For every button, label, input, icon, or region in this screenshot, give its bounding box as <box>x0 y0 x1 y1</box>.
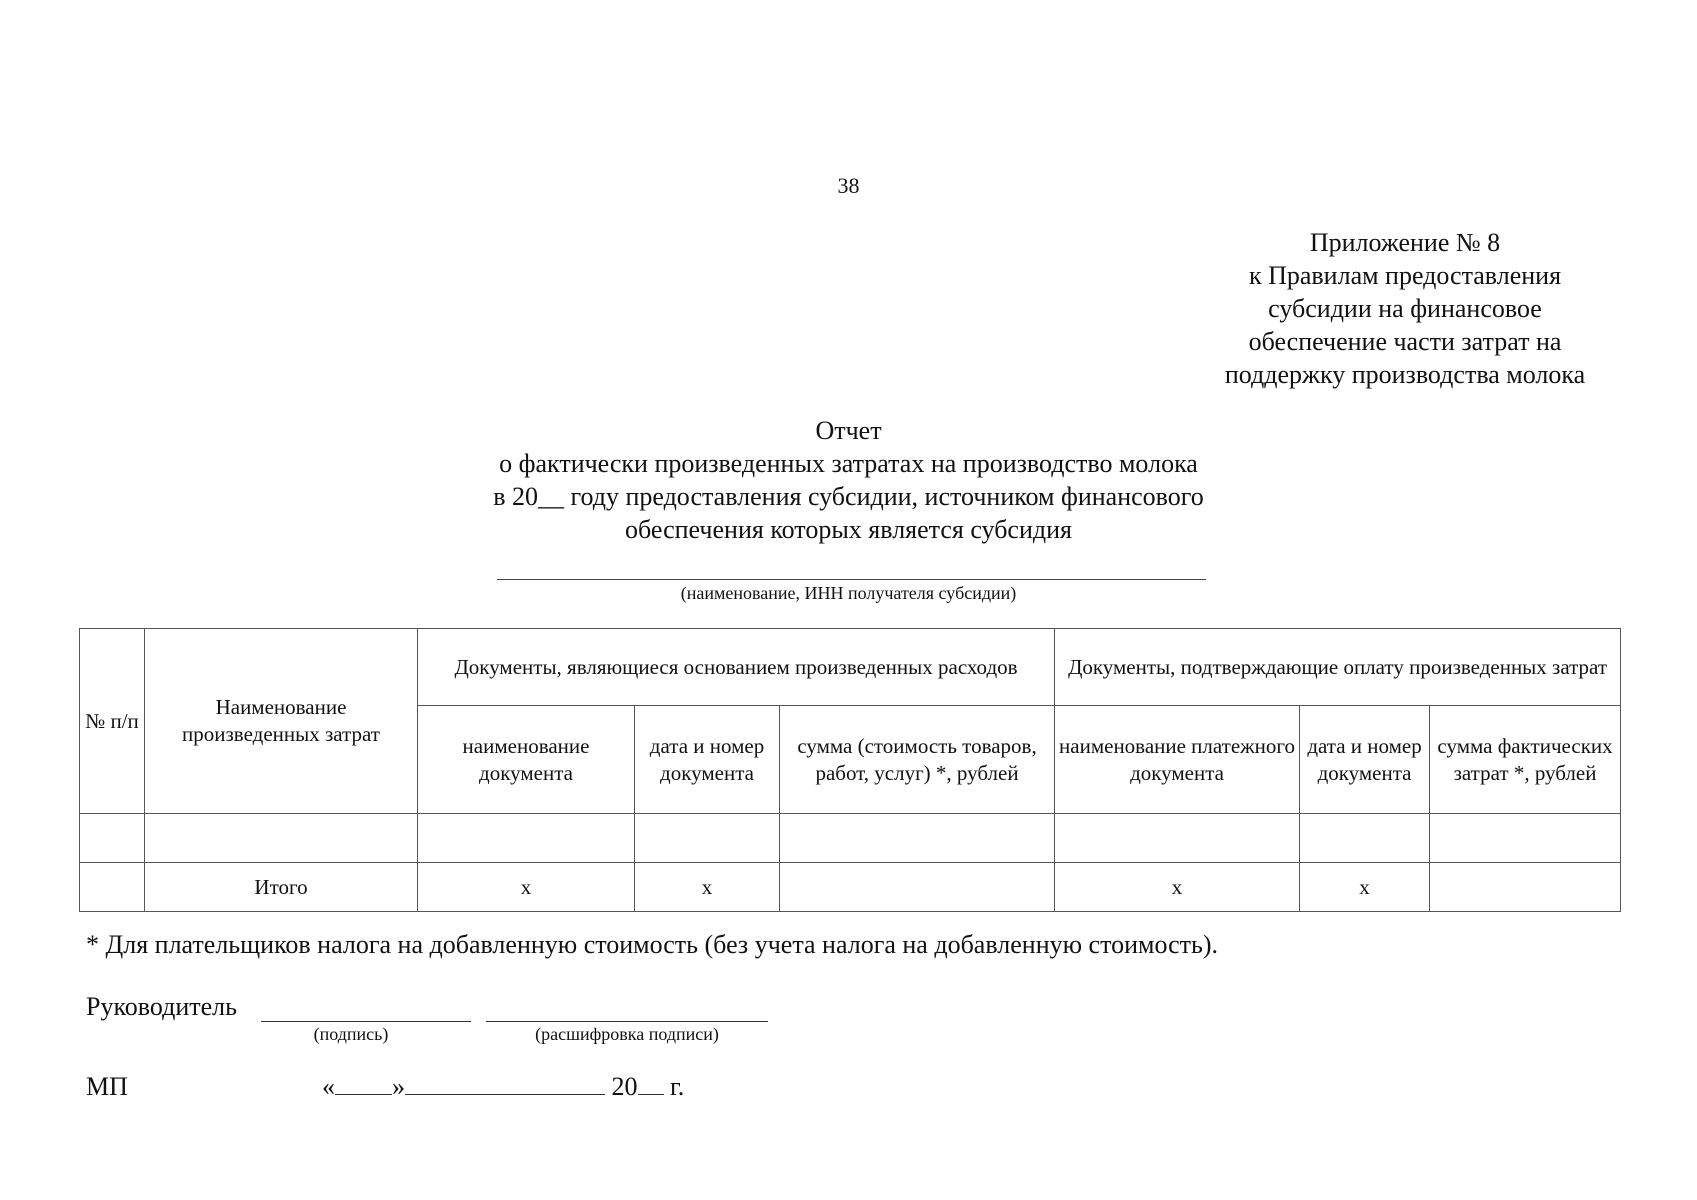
recipient-caption: (наименование, ИНН получателя субсидии) <box>680 583 1017 603</box>
table-header-row <box>80 629 1621 706</box>
appendix-line-5: поддержку производства молока <box>1224 360 1586 389</box>
x-mark: х <box>635 863 780 912</box>
title-line-1: Отчет <box>815 416 882 445</box>
date-year-blank <box>638 1072 664 1095</box>
header-basis-documents: Документы, являющиеся основанием произведенных расходов <box>418 629 1055 706</box>
total-label: Итого <box>145 863 418 912</box>
signature-caption: (подпись) <box>313 1024 389 1044</box>
title-line-2: о фактически произведенных затратах на производство молока <box>499 449 1198 478</box>
total-row <box>80 863 1621 912</box>
date-year-prefix: 20 <box>611 1072 638 1101</box>
title-line-3: в 20__ году предоставления субсидии, источником финансового <box>493 482 1204 511</box>
signature-decode-caption: (расшифровка подписи) <box>535 1024 719 1044</box>
date-open-quote: « <box>322 1072 335 1101</box>
header-doc-date: дата и номер документа <box>635 706 780 814</box>
title-line-4: обеспечения которых является субсидия <box>625 515 1072 544</box>
table-cell <box>1300 814 1430 863</box>
signature-line <box>261 1021 471 1022</box>
header-doc-name: наименование документа <box>418 706 635 814</box>
page-number: 38 <box>837 173 860 198</box>
header-payment-documents: Документы, подтверждающие оплату произведенных затрат <box>1055 629 1621 706</box>
table-cell <box>80 863 145 912</box>
appendix-line-4: обеспечение части затрат на <box>1248 327 1562 356</box>
recipient-fill-line <box>497 579 1206 580</box>
x-mark: х <box>1300 863 1430 912</box>
table-cell <box>80 814 145 863</box>
table-cell <box>780 863 1055 912</box>
x-mark: х <box>418 863 635 912</box>
appendix-line-2: к Правилам предоставления <box>1248 261 1562 290</box>
stamp-label: МП <box>86 1072 128 1101</box>
costs-table <box>79 628 1621 912</box>
table-cell <box>1055 814 1300 863</box>
appendix-header <box>1185 226 1625 391</box>
date-month-blank <box>405 1072 605 1095</box>
header-pay-date: дата и номер документа <box>1300 706 1430 814</box>
footnote: * Для плательщиков налога на добавленную стоимость (без учета налога на добавленную стоимость). <box>86 930 1219 959</box>
appendix-line-1: Приложение № 8 <box>1309 228 1501 257</box>
header-cost-name: Наименование произведенных затрат <box>145 629 418 814</box>
header-pay-sum: сумма фактических затрат *, рублей <box>1430 706 1621 814</box>
table-cell <box>1430 863 1621 912</box>
header-pay-name: наименование платежного документа <box>1055 706 1300 814</box>
signature-decode-line <box>486 1021 768 1022</box>
table-cell <box>145 814 418 863</box>
table-row <box>80 814 1621 863</box>
table-cell <box>635 814 780 863</box>
appendix-line-3: субсидии на финансовое <box>1268 294 1542 323</box>
header-num: № п/п <box>80 629 145 814</box>
date-day-blank <box>335 1072 392 1095</box>
date-close-quote: » <box>392 1072 405 1101</box>
date-line <box>322 1072 684 1102</box>
table-cell <box>780 814 1055 863</box>
header-doc-sum: сумма (стоимость товаров, работ, услуг) *, рублей <box>780 706 1055 814</box>
x-mark: х <box>1055 863 1300 912</box>
report-title <box>0 414 1697 546</box>
table-cell <box>418 814 635 863</box>
head-label: Руководитель <box>86 992 237 1021</box>
table-cell <box>1430 814 1621 863</box>
date-year-suffix: г. <box>670 1072 685 1101</box>
